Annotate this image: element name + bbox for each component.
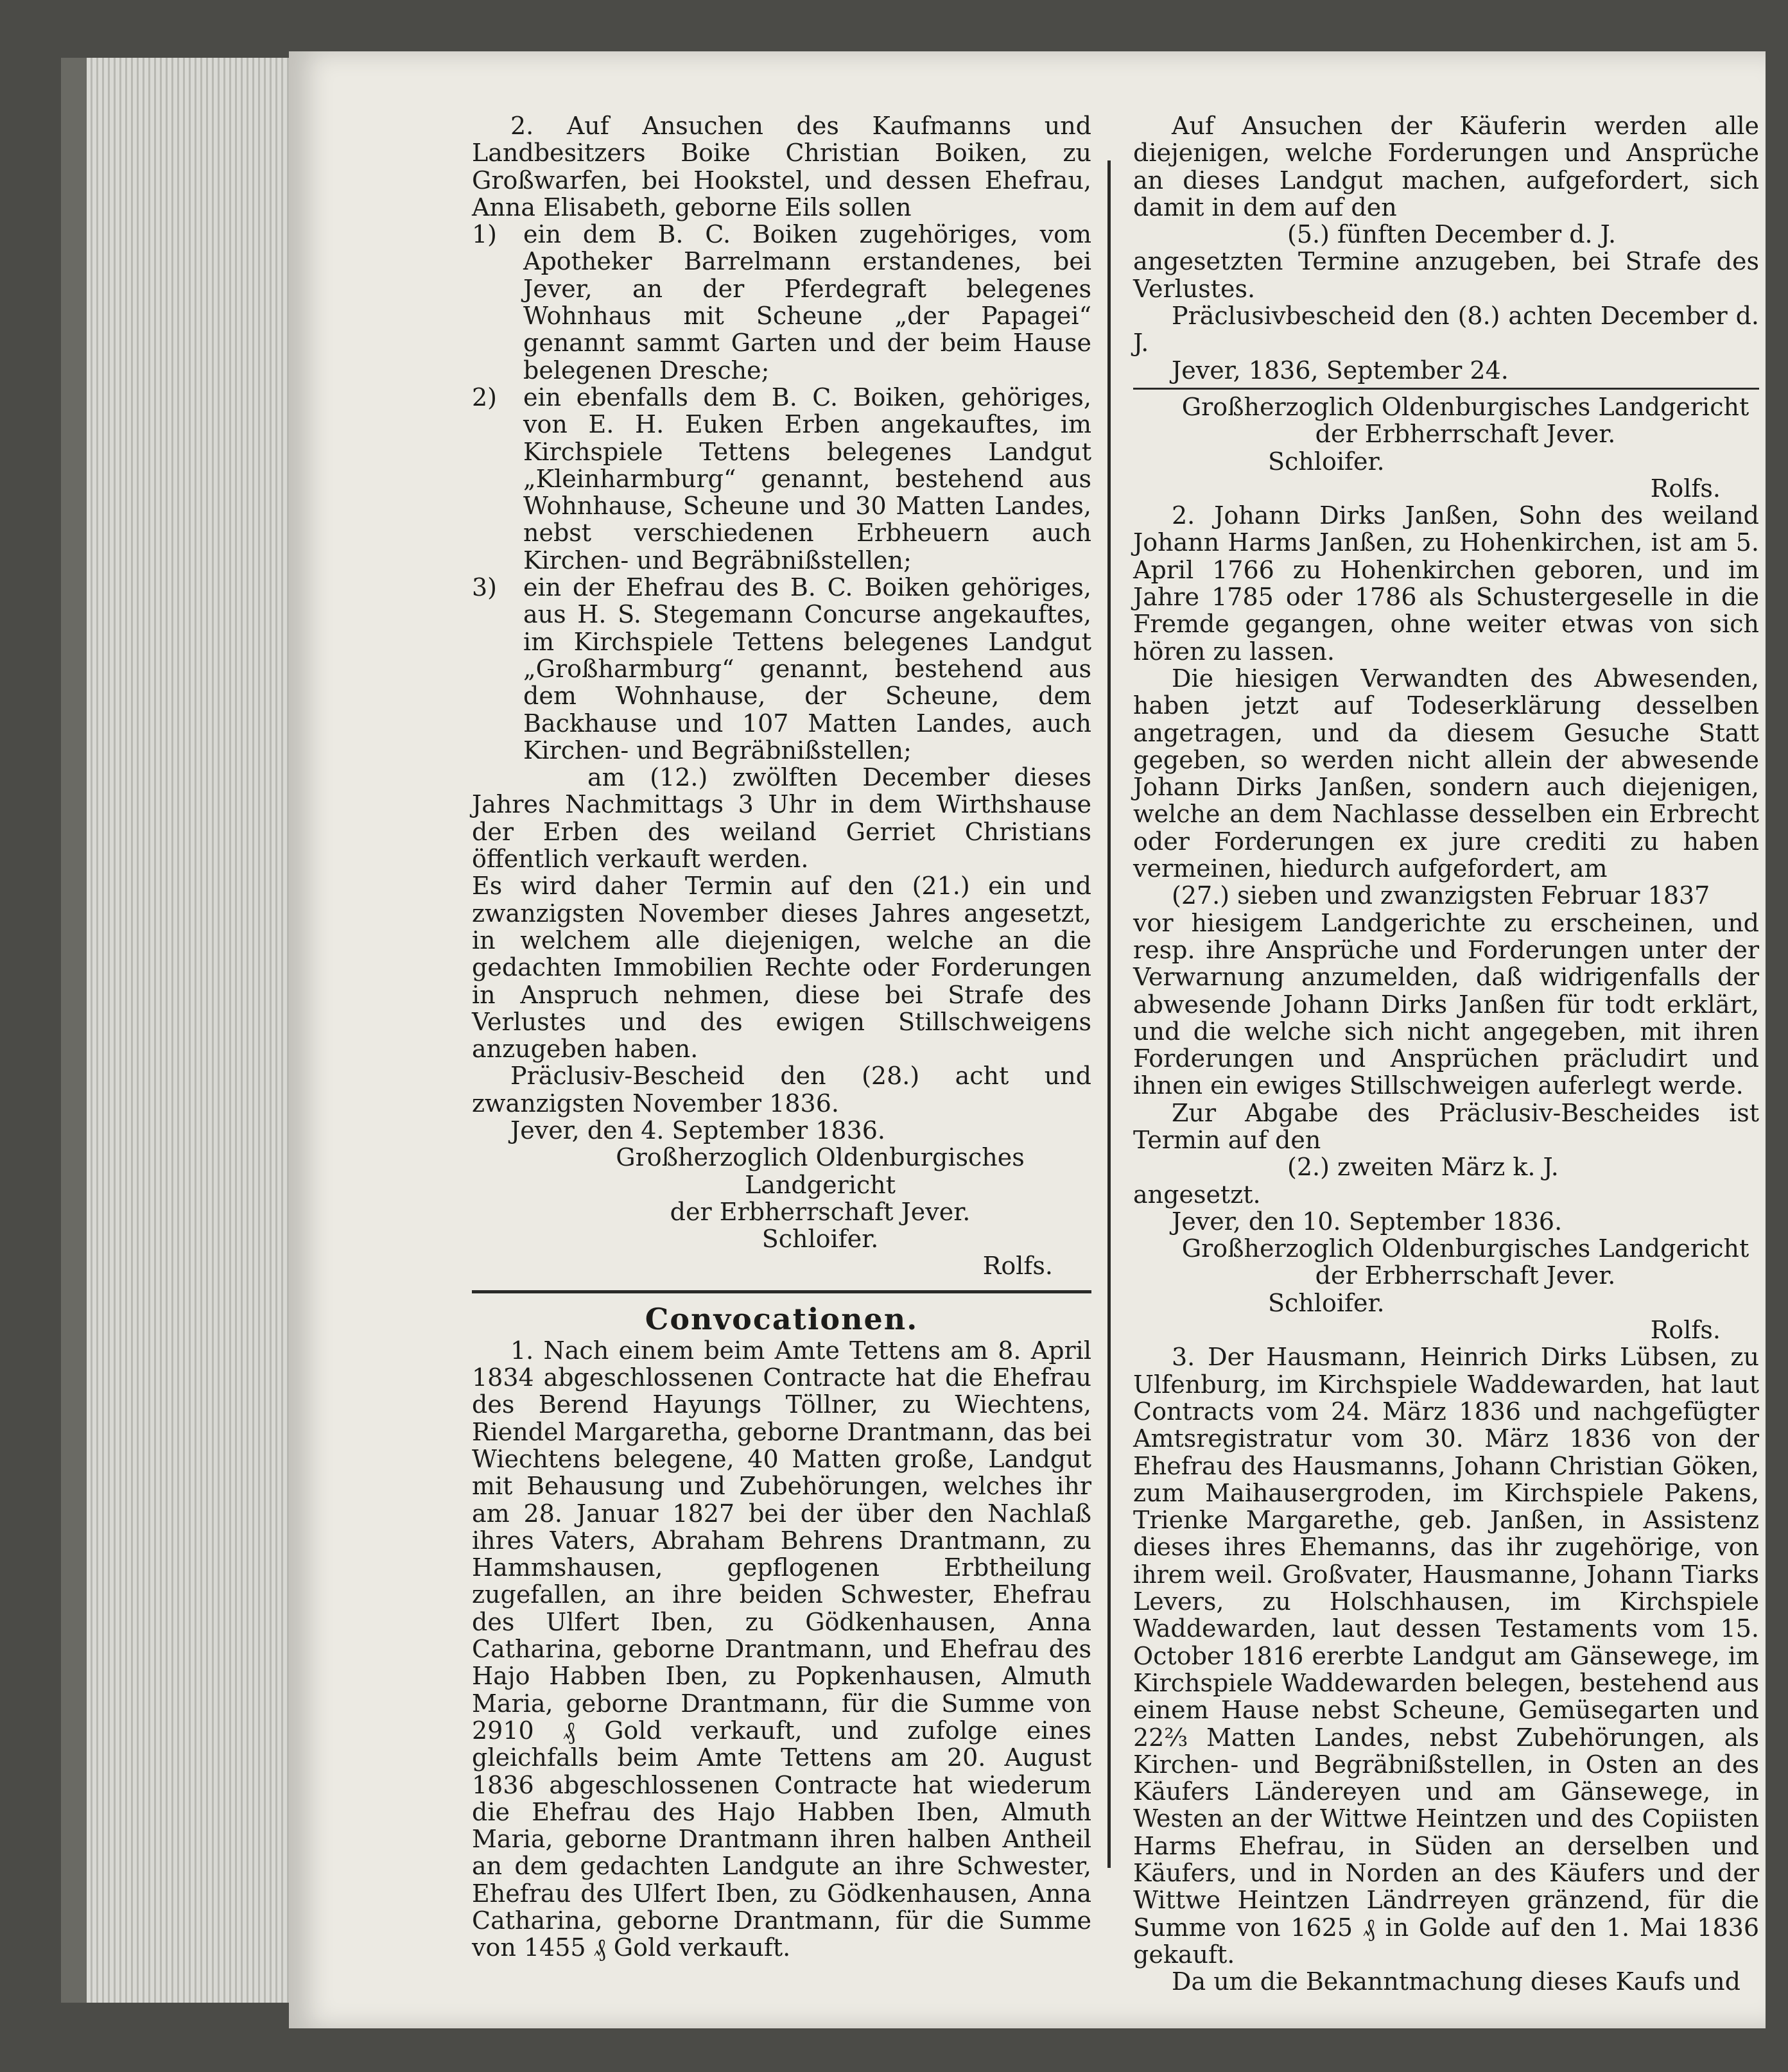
left-column xyxy=(472,112,1091,1962)
praeclusiv-paragraph: Präclusivbescheid den (8.) achten December d. J. xyxy=(1133,302,1759,358)
right-column xyxy=(1133,112,1759,1995)
notice-2-intro: 2. Auf Ansuchen des Kaufmanns und Landbesitzers Boike Christian Boiken, zu Großwarfen, bei Hookstel, und dessen Ehefrau, Anna Elisabeth, geborne Eils sollen xyxy=(472,112,1091,221)
court-name-2: der Erbherrschaft Jever. xyxy=(1315,420,1616,449)
notice-2-body-3: Zur Abgabe des Präclusiv-Bescheides ist Termin auf den xyxy=(1133,1098,1759,1154)
notice-3-continuation: Da um die Bekanntmachung dieses Kaufs und xyxy=(1172,1967,1740,1996)
signature-4: Rolfs. xyxy=(1650,1316,1721,1345)
termin-date-2: (27.) sieben und zwanzigsten Februar 1837 xyxy=(1172,881,1710,910)
court-name-4: der Erbherrschaft Jever. xyxy=(1315,1261,1616,1290)
list-item xyxy=(472,574,1091,764)
list-text: ein der Ehefrau des B. C. Boiken gehöriges, aus H. S. Stegemann Concurse angekauftes, im Kirchspiele Tettens belegenes Landgut „Großharmburg“ genannt, bestehend aus dem Wohnhause, der Scheune, dem Backhause und 107 Matten Landes, auch Kirchen- und Begräbnißstellen; xyxy=(523,573,1091,764)
list-number: 3) xyxy=(472,573,498,602)
signature-2: Rolfs. xyxy=(1650,474,1721,503)
continuation-paragraph: Auf Ansuchen der Käuferin werden alle diejenigen, welche Forderungen und Ansprüche an dieses Landgut machen, aufgefordert, sich damit in dem auf den xyxy=(1133,112,1759,221)
list-item xyxy=(472,221,1091,384)
court-name-3: Großherzoglich Oldenburgisches Landgericht xyxy=(1181,1234,1749,1263)
continuation-paragraph-2: angesetzten Termine anzugeben, bei Strafe des Verlustes. xyxy=(1133,247,1759,303)
notice-2: 2. Johann Dirks Janßen, Sohn des weiland Johann Harms Janßen, zu Hohenkirchen, ist am 5. April 1766 zu Hohenkirchen geboren, und im Jahre 1785 oder 1786 als Schustergeselle in die Fremde gegangen, ohne weiter etwas von sich hören zu lassen. xyxy=(1133,501,1759,666)
column-divider xyxy=(1107,160,1111,1868)
section-title: Convocationen. xyxy=(645,1301,919,1336)
court-name-2: der Erbherrschaft Jever. xyxy=(670,1197,971,1226)
termin-date: (5.) fünften December d. J. xyxy=(1287,220,1617,249)
list-number: 2) xyxy=(472,383,498,411)
dateline-2: Jever, den 10. September 1836. xyxy=(1172,1207,1563,1236)
praeclusiv-paragraph: Präclusiv-Bescheid den (28.) acht und zwanzigsten November 1836. xyxy=(472,1062,1091,1118)
termin-date-3: (2.) zweiten März k. J. xyxy=(1287,1153,1559,1182)
signature-1: Schloifer. xyxy=(1268,447,1385,476)
court-name: Großherzoglich Oldenburgisches Landgericht xyxy=(616,1143,1025,1199)
list-number: 1) xyxy=(472,220,498,249)
notice-2-body-2: vor hiesigem Landgerichte zu erscheinen, und resp. ihre Ansprüche und Forderungen unter der Verwarnung anzumelden, daß widrigenfalls der abwesende Johann Dirks Janßen für todt erklärt, und die welche sich nicht angegeben, mit ihren Forderungen und Ansprüchen präcludirt und ihnen ein ewiges Stillschweigen auferlegt werde. xyxy=(1133,908,1759,1100)
section-rule xyxy=(472,1290,1091,1293)
dateline: Jever, den 4. September 1836. xyxy=(510,1116,886,1144)
list-item xyxy=(472,384,1091,574)
signature-3: Schloifer. xyxy=(1268,1288,1385,1317)
sale-date-paragraph: am (12.) zwölften December dieses Jahres Nachmittags 3 Uhr in dem Wirthshause der Erben des weiland Gerriet Christians öffentlich verkauft werden. xyxy=(472,763,1091,874)
list-text: ein dem B. C. Boiken zugehöriges, vom Apotheker Barrelmann erstandenes, bei Jever, an der Pferdegraft belegenes Wohnhaus mit Scheune „der Papagei“ genannt sammt Garten und der beim Hause belegenen Dresche; xyxy=(523,220,1091,384)
list-text: ein ebenfalls dem B. C. Boiken, gehöriges, von E. H. Euken Erben angekauftes, im Kirchspiele Tettens belegenes Landgut „Kleinharmburg“ genannt, bestehend aus Wohnhause, Scheune und 30 Matten Landes, nebst verschiedenen Erbheuern auch Kirchen- und Begräbnißstellen; xyxy=(523,383,1091,574)
convocation-1: 1. Nach einem beim Amte Tettens am 8. April 1834 abgeschlossenen Contracte hat die Ehefrau des Berend Hayungs Töllner, zu Wiechtens, Riendel Margaretha, geborne Drantmann, das bei Wiechtens belegene, 40 Matten große, Landgut mit Behausung und Zubehörungen, welches ihr am 28. Januar 1827 bei der über den Nachlaß ihres Vaters, Abraham Behrens Drantmann, zu Hammshausen, gepflogenen Erbtheilung zugefallen, an ihre beiden Schwester, Ehefrau des Ulfert Iben, zu Gödkenhausen, Anna Catharina, geborne Drantmann, und Ehefrau des Hajo Habben Iben, zu Popkenhausen, Almuth Maria, geborne Drantmann, für die Summe von 2910 ₰ Gold verkauft, und zufolge eines gleichfalls beim Amte Tettens am 20. August 1836 abgeschlossenen Contracte hat wiederum die Ehefrau des Hajo Habben Iben, Almuth Maria, geborne Drantmann ihren halben Antheil an dem gedachten Landgute an ihre Schwester, Ehefrau des Ulfert Iben, zu Gödkenhausen, Anna Catharina, geborne Drantmann, für die Summe von 1455 ₰ Gold verkauft. xyxy=(472,1336,1091,1962)
notice-2-body: Die hiesigen Verwandten des Abwesenden, haben jetzt auf Todeserklärung desselben angetragen, und da diesem Gesuche Statt gegeben, so werden nicht allein der abwesende Johann Dirks Janßen, sondern auch diejenigen, welche an dem Nachlasse desselben ein Erbrecht oder Forderungen ex jure crediti zu haben vermeinen, hiedurch aufgefordert, am xyxy=(1133,664,1759,883)
angesetzt-line: angesetzt. xyxy=(1133,1180,1261,1209)
termin-paragraph: Es wird daher Termin auf den (21.) ein und zwanzigsten November dieses Jahres angesetzt, in welchem alle diejenigen, welche an die gedachten Immobilien Rechte oder Forderungen in Anspruch nehmen, diese bei Strafe des Verlustes und des ewigen Stillschweigens anzugeben haben. xyxy=(472,872,1091,1064)
separator-rule xyxy=(1133,388,1759,390)
notice-3: 3. Der Hausmann, Heinrich Dirks Lübsen, zu Ulfenburg, im Kirchspiele Waddewarden, hat laut Contracts vom 24. März 1836 und nachgefügter Amtsregistratur vom 30. März 1836 von der Ehefrau des Hausmanns, Johann Christian Göken, zum Maihausergroden, im Kirchspiele Pakens, Trienke Margarethe, geb. Janßen, in Assistenz dieses ihres Ehemanns, das ihr zugehörige, von ihrem weil. Großvater, Hausmanne, Johann Tiarks Levers, zu Holschhausen, im Kirchspiele Waddewarden, laut dessen Testaments vom 15. October 1816 ererbte Landgut am Gänsewege, im Kirchspiele Waddewarden belegen, bestehend aus einem Hause nebst Scheune, Gemüsegarten und 22⅔ Matten Landes, nebst Zubehörungen, als Kirchen- und Begräbnißstellen, in Osten an des Käufers Ländereyen und am Gänsewege, in Westen an der Wittwe Heintzen und des Copiisten Harms Ehefrau, in Süden an derselben und Käufers, und in Norden an des Käufers und der Wittwe Heintzen Ländrreyen gränzend, für die Summe von 1625 ₰ in Golde auf den 1. Mai 1836 gekauft. xyxy=(1133,1343,1759,1969)
signature-2: Rolfs. xyxy=(982,1252,1053,1281)
dateline: Jever, 1836, September 24. xyxy=(1172,356,1509,384)
signature-1: Schloifer. xyxy=(761,1225,879,1254)
court-name: Großherzoglich Oldenburgisches Landgericht xyxy=(1181,392,1749,421)
